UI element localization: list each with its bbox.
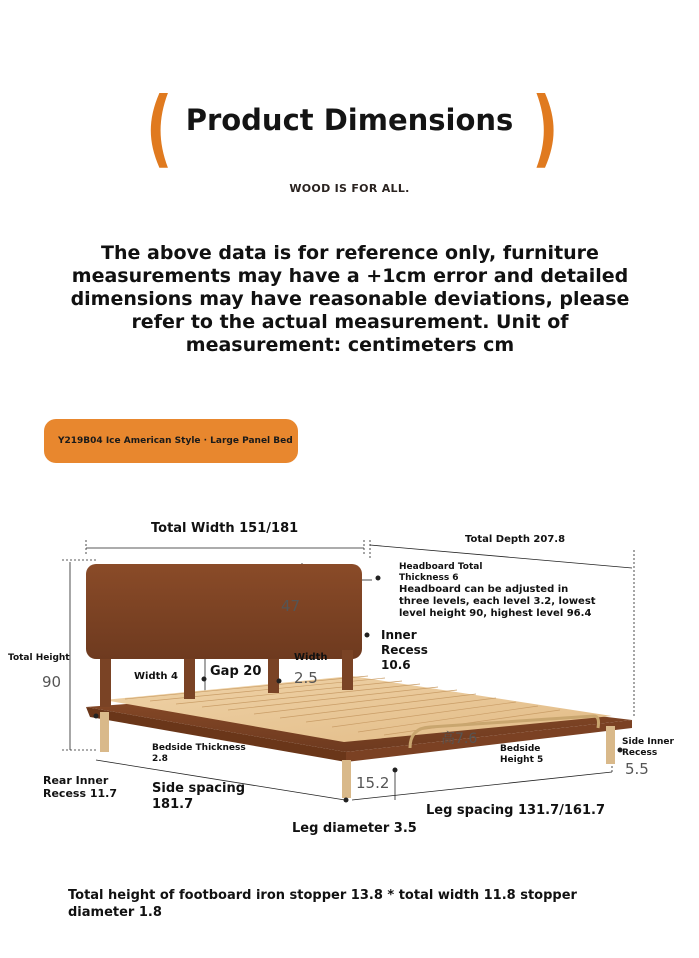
total-height-label: Total Height bbox=[8, 653, 70, 663]
left-bracket-decoration: ( bbox=[145, 79, 173, 177]
headboard-height-value: 47 bbox=[281, 597, 301, 615]
side-spacing-label: Side spacing 181.7 bbox=[152, 781, 246, 812]
rail-height-value: 高7.6 bbox=[441, 731, 478, 747]
page-title: Product Dimensions bbox=[185, 103, 514, 137]
headboard-thickness-label: Headboard Total Thickness 6 bbox=[399, 562, 483, 583]
leg-diameter-label: Leg diameter 3.5 bbox=[292, 821, 417, 836]
footer-note: Total height of footboard iron stopper 13.8 * total width 11.8 stopper diameter 1.8 bbox=[68, 888, 577, 920]
product-name: Y219B04 Ice American Style · Large Panel Bed bbox=[58, 436, 293, 446]
width-value: 2.5 bbox=[294, 669, 318, 687]
bedside-height-label: Bedside Height 5 bbox=[500, 744, 544, 765]
side-inner-recess-value: 5.5 bbox=[625, 760, 649, 778]
side-inner-recess-label: Side Inner Recess bbox=[622, 737, 674, 758]
leg-spacing-label: Leg spacing 131.7/161.7 bbox=[426, 803, 605, 818]
right-bracket-decoration: ) bbox=[531, 79, 559, 177]
leg-height-value: 15.2 bbox=[356, 774, 390, 792]
headboard-adjust-note: Headboard can be adjusted in three levels, each level 3.2, lowest level height 90, highest level 96.4 bbox=[399, 584, 596, 619]
measurement-notice: The above data is for reference only, furniture measurements may have a +1cm error and detailed dimensions may have reasonable deviations, please refer to the actual measurement. Unit of measurement: centimeters cm bbox=[70, 242, 630, 356]
brand-tagline: WOOD IS FOR ALL. bbox=[289, 182, 410, 195]
rear-inner-recess-label: Rear Inner Recess 11.7 bbox=[43, 774, 117, 800]
total-width-label: Total Width 151/181 bbox=[151, 521, 299, 536]
width-label: Width bbox=[294, 652, 328, 663]
post-width-label: Width 4 bbox=[134, 671, 178, 682]
bedside-thickness-label: Bedside Thickness 2.8 bbox=[152, 743, 246, 764]
total-height-value: 90 bbox=[42, 673, 62, 691]
total-depth-label: Total Depth 207.8 bbox=[465, 534, 566, 545]
gap-label: Gap 20 bbox=[210, 664, 262, 679]
inner-recess-label: Inner Recess 10.6 bbox=[381, 628, 428, 672]
